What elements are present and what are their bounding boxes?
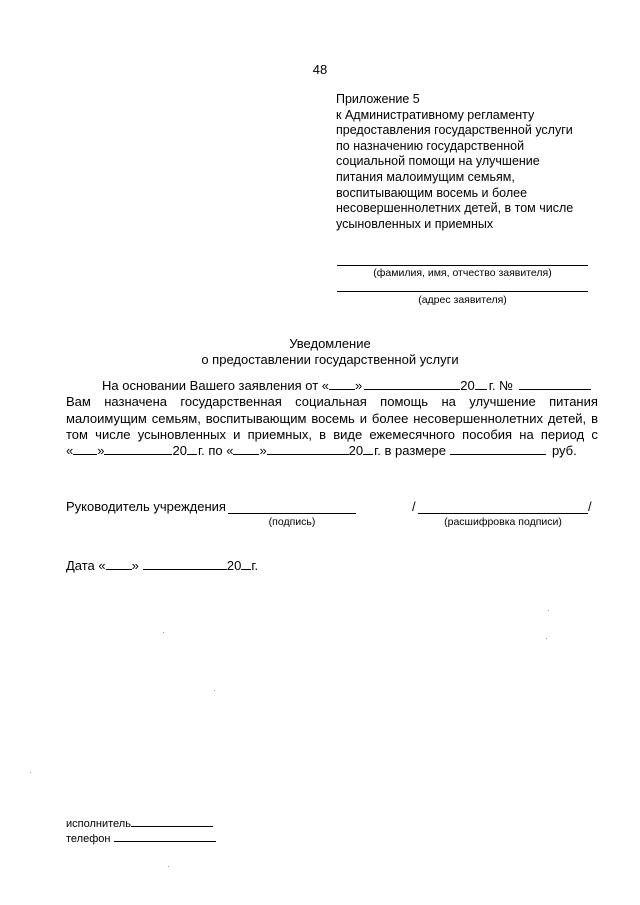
body-line-4: том числе усыновленных и приемных, в виде ежемесячного пособия на период с (66, 427, 598, 442)
applicant-address-caption: (адрес заявителя) (418, 294, 507, 306)
period-to-year-blank[interactable] (363, 443, 373, 455)
appendix-line: к Административному регламенту (336, 107, 535, 122)
scan-speck (548, 610, 549, 611)
signature-line[interactable] (228, 513, 356, 514)
signature-decode-caption: (расшифровка подписи) (444, 516, 562, 528)
date-month-blank[interactable] (143, 558, 227, 570)
scan-speck (163, 632, 164, 633)
period-from-month-blank[interactable] (104, 443, 172, 455)
appendix-line: питания малоимущим семьям, (336, 169, 515, 184)
signature-decode-line[interactable] (418, 513, 588, 514)
number-blank[interactable] (519, 378, 591, 390)
body-line-1: На основании Вашего заявления от « » 20 г. № (102, 378, 591, 394)
signature-slash: / (412, 499, 416, 514)
scan-speck (168, 866, 169, 867)
period-to-day-blank[interactable] (233, 443, 259, 455)
day-blank[interactable] (329, 378, 355, 390)
period-to-month-blank[interactable] (267, 443, 349, 455)
signature-slash-end: / (588, 499, 592, 514)
date-year-blank[interactable] (241, 558, 251, 570)
appendix-header (336, 92, 573, 232)
applicant-name-caption: (фамилия, имя, отчество заявителя) (373, 267, 552, 279)
applicant-name-line[interactable] (337, 265, 588, 266)
notice-title: Уведомление (289, 336, 371, 351)
date-day-blank[interactable] (106, 558, 132, 570)
scan-speck (30, 772, 31, 773)
year-blank[interactable] (475, 378, 487, 390)
month-blank[interactable] (364, 378, 460, 390)
body-line-3: малоимущим семьям, воспитывающим восемь и более несовершеннолетних детей, в (66, 411, 598, 426)
body-line-2: Вам назначена государственная социальная помощь на улучшение питания (66, 394, 598, 409)
applicant-address-line[interactable] (337, 291, 588, 292)
appendix-line: по назначению государственной (336, 138, 525, 153)
period-from-year-blank[interactable] (187, 443, 197, 455)
scan-speck (546, 638, 547, 639)
appendix-line: Приложение 5 (336, 92, 420, 106)
appendix-line: предоставления государственной услуги (336, 123, 573, 138)
phone-row: телефон (66, 831, 216, 845)
appendix-line: воспитывающим восемь и более (336, 185, 528, 200)
period-from-day-blank[interactable] (73, 443, 97, 455)
body-line-5: « » 20 г. по « » 20 г. в размере руб. (66, 443, 577, 458)
notice-subtitle: о предоставлении государственной услуги (201, 352, 459, 367)
date-row: Дата « » 20 г. (66, 558, 259, 573)
appendix-line: усыновленных и приемных (336, 216, 494, 231)
amount-blank[interactable] (450, 443, 546, 455)
page-number: 48 (312, 62, 328, 77)
executor-row: исполнитель (66, 816, 213, 830)
appendix-line: социальной помощи на улучшение (336, 154, 540, 169)
executor-blank[interactable] (131, 816, 213, 827)
appendix-line: несовершеннолетних детей, в том числе (336, 201, 574, 216)
phone-blank[interactable] (114, 831, 216, 842)
head-signature-label: Руководитель учреждения (66, 499, 226, 514)
scan-speck (214, 690, 215, 691)
signature-caption: (подпись) (268, 516, 316, 528)
